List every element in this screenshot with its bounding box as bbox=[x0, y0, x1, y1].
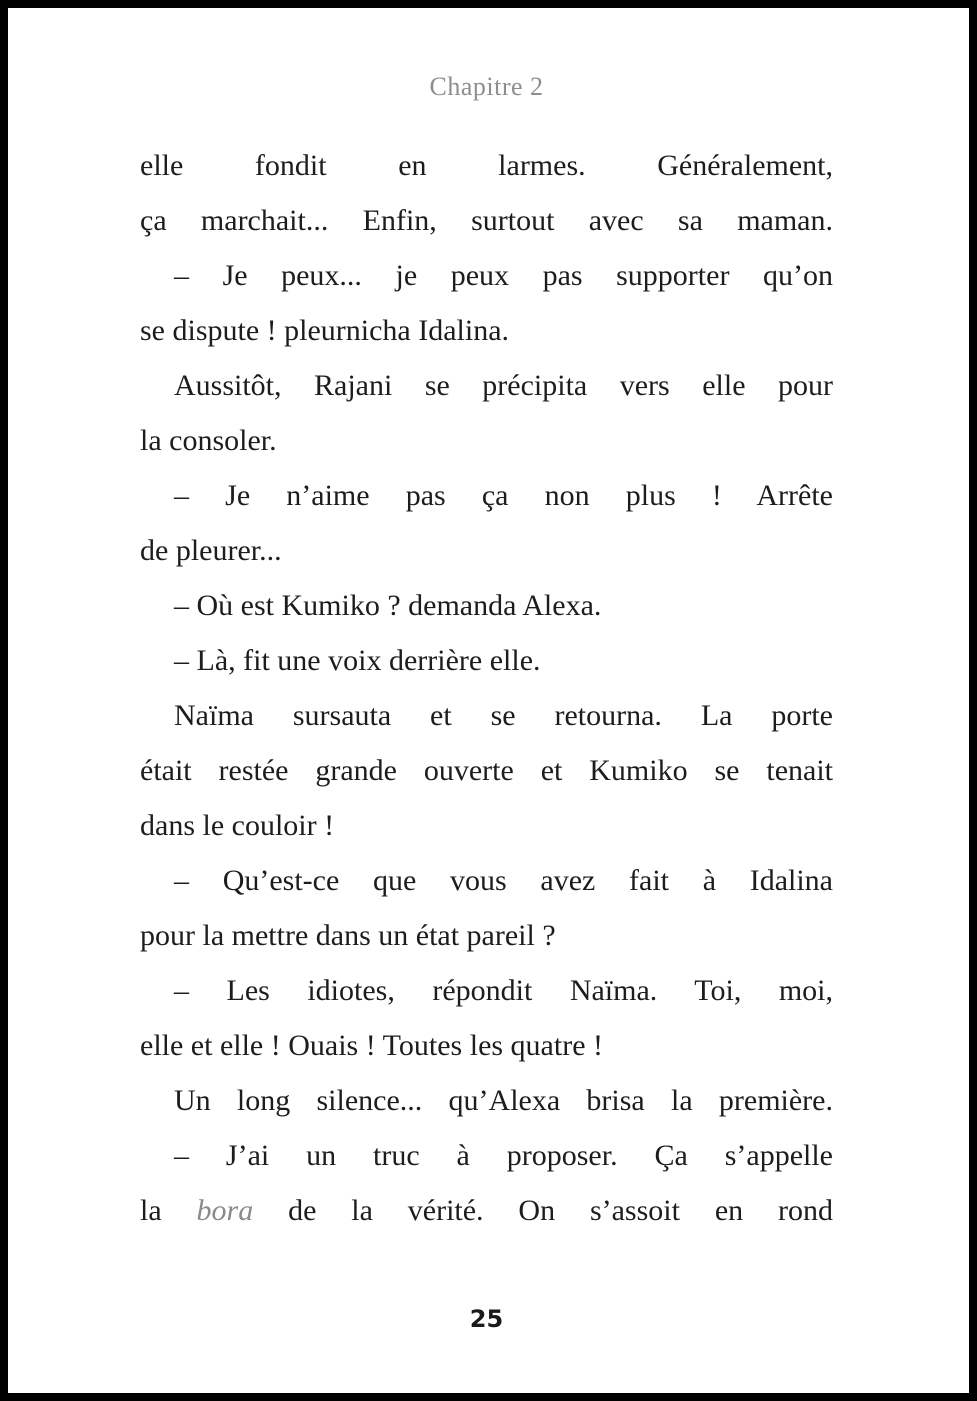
text-line bbox=[140, 358, 833, 413]
text-line bbox=[140, 743, 833, 798]
text-line bbox=[140, 1073, 833, 1128]
text-segment: Un long silence... qu’Alexa brisa la première. bbox=[174, 1084, 833, 1117]
text-line bbox=[140, 303, 833, 358]
text-segment: dans le couloir ! bbox=[140, 809, 335, 842]
text-line bbox=[140, 1128, 833, 1183]
text-segment: la consoler. bbox=[140, 424, 277, 457]
text-segment: se dispute ! pleurnicha Idalina. bbox=[140, 314, 510, 347]
text-segment: pour la mettre dans un état pareil ? bbox=[140, 919, 556, 952]
text-line bbox=[140, 963, 833, 1018]
text-segment: de la vérité. On s’assoit en rond bbox=[253, 1194, 833, 1227]
text-line bbox=[140, 853, 833, 908]
text-segment: – Là, fit une voix derrière elle. bbox=[174, 644, 541, 677]
text-line bbox=[140, 413, 833, 468]
text-segment: était restée grande ouverte et Kumiko se tenait bbox=[140, 754, 833, 787]
text-segment: elle fondit en larmes. Généralement, bbox=[140, 149, 833, 182]
page-number: 25 bbox=[469, 1305, 504, 1333]
text-segment: – Qu’est-ce que vous avez fait à Idalina bbox=[174, 864, 833, 897]
text-line bbox=[140, 688, 833, 743]
text-line bbox=[140, 248, 833, 303]
text-line bbox=[140, 1018, 833, 1073]
body-text bbox=[140, 138, 833, 1238]
text-segment: – Je n’aime pas ça non plus ! Arrête bbox=[174, 479, 833, 512]
text-segment: – J’ai un truc à proposer. Ça s’appelle bbox=[174, 1139, 833, 1172]
text-line bbox=[140, 193, 833, 248]
text-segment: – Je peux... je peux pas supporter qu’on bbox=[174, 259, 833, 292]
text-segment: Naïma sursauta et se retourna. La porte bbox=[174, 699, 833, 732]
text-segment: de pleurer... bbox=[140, 534, 282, 567]
text-segment: – Où est Kumiko ? demanda Alexa. bbox=[174, 589, 602, 622]
italic-term: bora bbox=[196, 1194, 254, 1227]
text-line bbox=[140, 523, 833, 578]
text-line bbox=[140, 138, 833, 193]
text-line bbox=[140, 1183, 833, 1238]
text-segment: Aussitôt, Rajani se précipita vers elle pour bbox=[174, 369, 833, 402]
text-line bbox=[140, 633, 833, 688]
text-segment: – Les idiotes, répondit Naïma. Toi, moi, bbox=[174, 974, 833, 1007]
text-line bbox=[140, 468, 833, 523]
text-segment: la bbox=[140, 1194, 197, 1227]
text-line bbox=[140, 908, 833, 963]
text-segment: elle et elle ! Ouais ! Toutes les quatre ! bbox=[140, 1029, 604, 1062]
text-line bbox=[140, 578, 833, 633]
text-segment: ça marchait... Enfin, surtout avec sa maman. bbox=[140, 204, 833, 237]
chapter-heading: Chapitre 2 bbox=[429, 72, 544, 101]
text-line bbox=[140, 798, 833, 853]
